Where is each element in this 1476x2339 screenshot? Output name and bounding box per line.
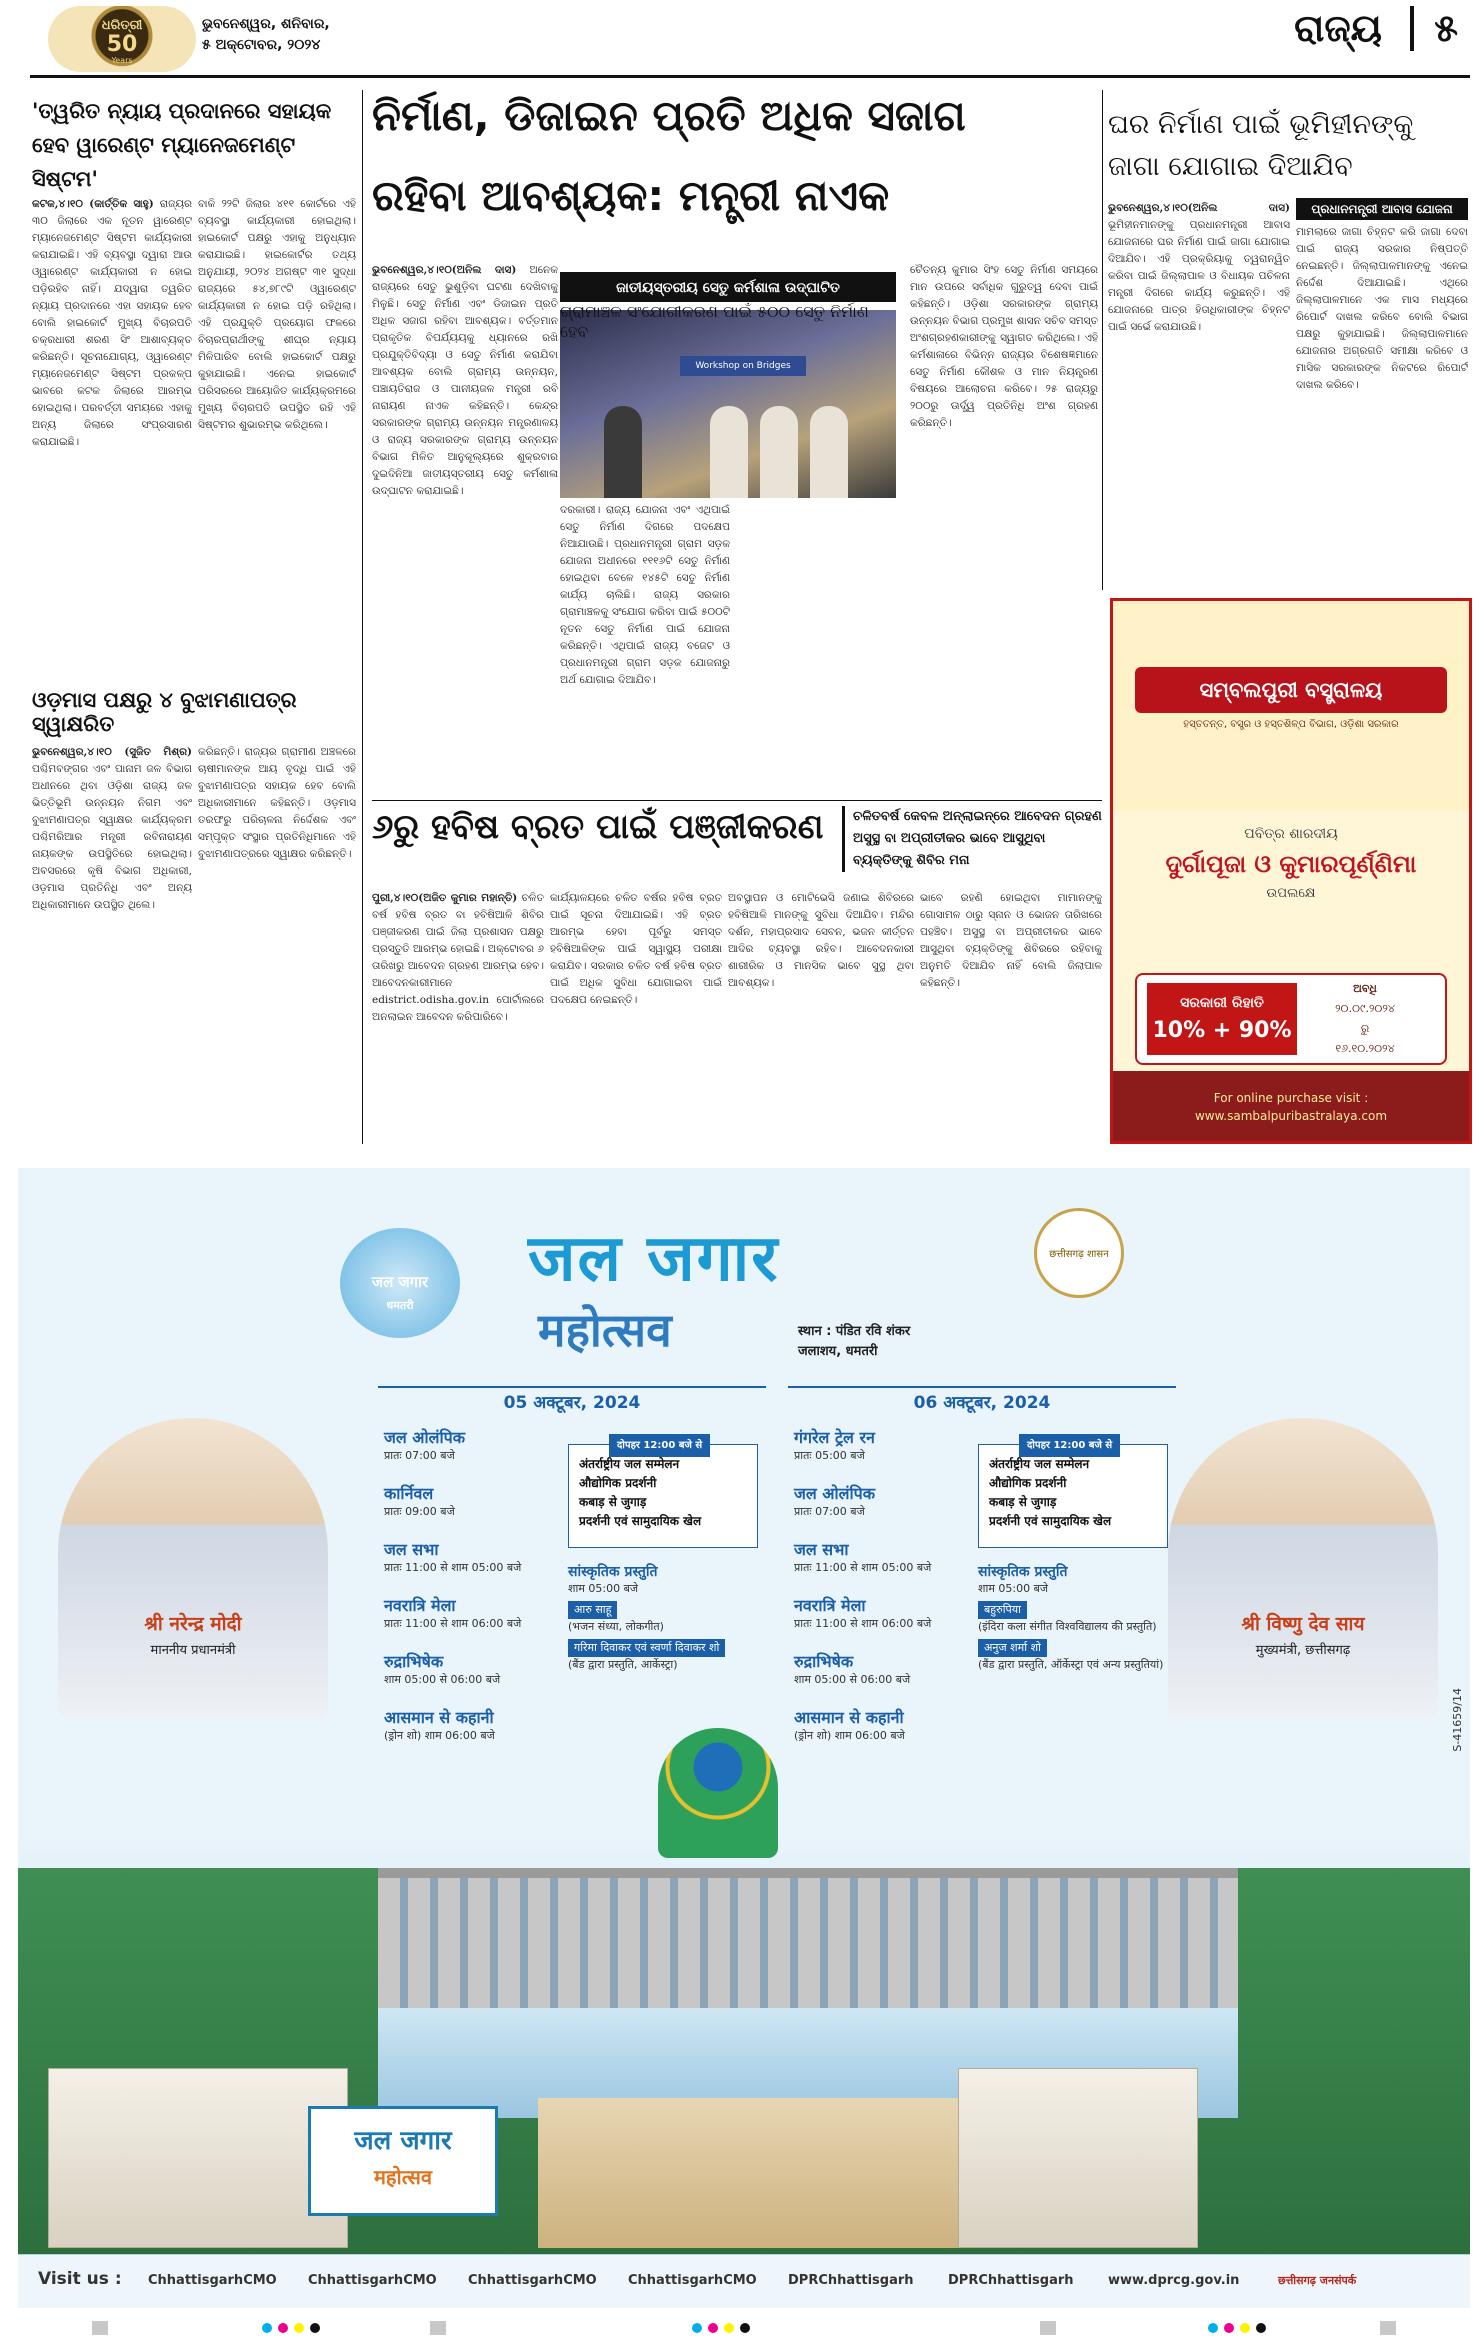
day2-event-name: आसमान से कहानी: [794, 1708, 904, 1727]
housing-kicker: ପ୍ରଧାନମନ୍ତ୍ରୀ ଆବାସ ଯୋଜନା: [1296, 198, 1468, 220]
dam-illustration: [378, 1868, 1238, 2008]
day1-event-time: प्रातः 11:00 से शाम 05:00 बजे: [384, 1561, 522, 1574]
day2-culture: [978, 1564, 1168, 1673]
ad-discount-value: 10% + 90%: [1152, 1018, 1292, 1043]
story-mou-column-2: [198, 744, 356, 1144]
story-left-body-2: ବାକି ୨୨ଟି ଜିଲାର ୪୧୧ କୋର୍ଟରେ ଏହି ବ୍ୟବସ୍ଥା କାର୍ଯ୍ୟକାରୀ ହୋଇଥିଲା। ହାଇକୋର୍ଟ ପକ୍ଷରୁ ଏହାକୁ ଅନୁଧ୍ୟାନ କରାଯାଇଛି। ହାଇକୋର୍ଟର ତଥ୍ୟ ଅନୁଯାୟୀ, ୨୦୨୪ ଅଗଷ୍ଟ ୩୧ ସୁଦ୍ଧା ରାଜ୍ୟରେ ୫୪,୭୮୯ଟି ଓ୍ୱାରେଣ୍ଟ କାର୍ଯ୍ୟକାରୀ ନ ହୋଇ ପଡ଼ି ରହିଥିଲା। ଏହି ପ୍ରଯୁକ୍ତି ପ୍ରୟୋଗ ଫଳରେ ବିଚାରପ୍ରାର୍ଥୀଙ୍କୁ ଶୀଘ୍ର ନ୍ୟାୟ ମିଳିପାରିବ ବୋଲି ହାଇକୋର୍ଟ ପକ୍ଷରୁ କୁହାଯାଇଛି। ଏନେଇ ହାଇକୋର୍ଟ ପରିସରରେ ଆୟୋଜିତ କାର୍ଯ୍ୟକ୍ରମରେ ମୁଖ୍ୟ ବିଚାରପତି ଉପସ୍ଥିତ ରହି ଏହି ସିଷ୍ଟମର ଶୁଭାରମ୍ଭ କରିଥିଲେ।: [198, 198, 356, 431]
dateline-line2: ୫ ଅକ୍ଟୋବର, ୨୦୨୪: [202, 37, 321, 53]
speaker-figure: [604, 406, 642, 498]
main-column-1: [372, 262, 558, 798]
day1-event: [384, 1706, 495, 1743]
website-link[interactable]: www.dprcg.gov.in: [1108, 2273, 1240, 2288]
workshop-photo: [560, 310, 896, 498]
day1-event: [384, 1426, 465, 1463]
main-headline-line1: ନିର୍ମାଣ, ଡିଜାଇନ ପ୍ରତି ଅଧିକ ସଜାଗ: [372, 91, 966, 140]
day1-conference-box: [568, 1440, 758, 1548]
ad-date-to: ୧୬.୧୦.୨୦୨୪: [1335, 1042, 1395, 1055]
instagram-link[interactable]: ChhattisgarhCMO: [468, 2273, 597, 2288]
guest-figure: [760, 406, 798, 498]
registration-dot: [310, 2323, 320, 2333]
left-title: माननीय प्रधानमंत्री: [150, 1643, 236, 1658]
main-byline: ଭୁବନେଶ୍ୱର,୪।୧୦(ଅନିଲ ଦାସ): [372, 264, 517, 276]
ad-brand-sub: ହସ୍ତତନ୍ତ, ବସ୍ତ୍ର ଓ ହସ୍ତଶିଳ୍ପ ବିଭାଗ, ଓଡ଼ିଶା ସରକାର: [1183, 719, 1399, 730]
registration-dot: [1224, 2323, 1234, 2333]
jal-title-line2: महोत्सव: [538, 1303, 672, 1357]
ad-period-label: ଅବଧି: [1353, 982, 1377, 995]
day1-event: [384, 1482, 455, 1519]
story-left-column-1: [32, 196, 192, 654]
ad-festival: [1153, 819, 1429, 939]
day1-culture: [568, 1564, 758, 1673]
day2-culture-title: सांस्कृतिक प्रस्तुति: [978, 1564, 1068, 1580]
day1-event-time: प्रातः 07:00 बजे: [384, 1449, 455, 1462]
guest-figure: [710, 406, 748, 498]
day2-event-time: प्रातः 11:00 से शाम 06:00 बजे: [794, 1617, 932, 1630]
right-portrait: [1168, 1418, 1438, 1718]
schedule-day2: [788, 1386, 1176, 1746]
story-left-column-2: [198, 196, 356, 654]
registration-dot: [692, 2323, 702, 2333]
day2-event: [794, 1482, 875, 1519]
day1-event-name: कार्निवल: [384, 1484, 434, 1503]
day1-event-name: आसमान से कहानी: [384, 1708, 494, 1727]
day1-event-name: जल सभा: [384, 1540, 439, 1559]
day2-culture-time: शाम 05:00 बजे: [978, 1582, 1049, 1595]
story-left-byline: କଟକ,୪।୧୦ (କାର୍ତ୍ତିକ ସାହୁ): [32, 198, 154, 210]
page-number: ୫: [1410, 6, 1458, 51]
ad-festival-sub: ଉପଲକ୍ଷେ: [1266, 886, 1316, 901]
festival-crowd-illustration: [538, 2098, 958, 2248]
ad-date-from: ୨୦.୦୯.୨୦୨୪: [1335, 1002, 1395, 1015]
main-column-3: [736, 502, 904, 798]
peacock-illustration: [658, 1728, 778, 1858]
main-body-1: ଅନେକ ରାଜ୍ୟରେ ସେତୁ ଭୁଶୁଡ଼ିବା ଘଟଣା ଦେଖିବାକୁ ମିଳୁଛି। ସେତୁ ନିର୍ମାଣ ଏବଂ ଡିଜାଇନ ପ୍ରତି ଅଧିକ ସଜାଗ ରହିବା ଆବଶ୍ୟକ। ବର୍ତ୍ତମାନ ପ୍ରାକୃତିକ ବିପର୍ଯ୍ୟୟକୁ ଧ୍ୟାନରେ ରଖି ପ୍ରଯୁକ୍ତିବିଦ୍ୟା ଓ ସେତୁ ନିର୍ମାଣ କରାଯିବା ଆବଶ୍ୟକ ବୋଲି ଗ୍ରାମ୍ୟ ଉନ୍ନୟନ, ପଞ୍ଚାୟତିରାଜ ଓ ପାନୀୟଜଳ ମନ୍ତ୍ରୀ ରବି ନାରାୟଣ ନାଏକ କହିଛନ୍ତି। କେନ୍ଦ୍ର ସରକାରଙ୍କ ଗ୍ରାମ୍ୟ ଉନ୍ନୟନ ମନ୍ତ୍ରଣାଳୟ ଓ ରାଜ୍ୟ ସରକାରଙ୍କ ଗ୍ରାମ୍ୟ ଉନ୍ନୟନ ବିଭାଗ ମିଳିତ ଆନୁକୂଲ୍ୟରେ ଶୁକ୍ରବାର ଦୁଇଦିନିଆ ଜାତୀୟସ୍ତରୀୟ ସେତୁ କର୍ମଶାଳା ଉଦ୍‌ଘାଟନ କରାଯାଇଛି।: [372, 264, 558, 497]
x-link[interactable]: ChhattisgarhCMO: [308, 2273, 437, 2288]
emblem-label: छत्तीसगढ़ शासन: [1049, 1249, 1109, 1260]
day2-event-name: रुद्राभिषेक: [794, 1652, 854, 1671]
sign-line2: महोत्सव: [373, 2165, 433, 2189]
day2-box-item: प्रदर्शनी एवं सामुदायिक खेल: [989, 1514, 1112, 1528]
dpr-facebook-link[interactable]: DPRChhattisgarh: [788, 2273, 914, 2288]
jal-title-line1: जल जगार: [528, 1222, 780, 1296]
registration-dot: [278, 2323, 288, 2333]
youtube-link[interactable]: ChhattisgarhCMO: [628, 2273, 757, 2288]
main-body-2: ଦରକାରୀ। ରାଜ୍ୟ ଯୋଜନା ଏବଂ ଏଥିପାଇଁ ସେତୁ ନିର୍ମାଣ ଦିଗରେ ପଦକ୍ଷେପ ନିଆଯାଉଛି। ପ୍ରଧାନମନ୍ତ୍ରୀ ଗ୍ରାମ ସଡ଼କ ଯୋଜନା ଅଧୀନରେ ୧୧୧୬ଟି ସେତୁ ନିର୍ମାଣ ହୋଇଥିବା ବେଳେ ୧୪୫ଟି ସେତୁ ନିର୍ମାଣ କାର୍ଯ୍ୟ ଚାଲିଛି। ରାଜ୍ୟ ସରକାର ଗ୍ରାମାଞ୍ଚଳକୁ ସଂଯୋଗ କରିବା ପାଇଁ ୫୦୦ଟି ନୂତନ ସେତୁ ନିର୍ମାଣ ପାଇଁ ଯୋଜନା କରିଛନ୍ତି। ଏଥିପାଇଁ ରାଜ୍ୟ ବଜେଟ ଓ ପ୍ରଧାନମନ୍ତ୍ରୀ ଗ୍ରାମ ସଡ଼କ ଯୋଜନାରୁ ଅର୍ଥ ଯୋଗାଇ ଦିଆଯିବ।: [560, 504, 730, 686]
day1-event-name: रुद्राभिषेक: [384, 1652, 444, 1671]
ad-discount-label: ସରକାରୀ ରିହାତି: [1180, 995, 1264, 1011]
jal-logo-sub: धमतरी: [386, 1299, 414, 1312]
sambalpuri-ad: [1110, 598, 1472, 1144]
day2-event-time: (ड्रोन शो) शाम 06:00 बजे: [794, 1729, 905, 1742]
footer-logo: छत्तीसगढ़ जनसंपर्क: [1278, 2274, 1357, 2287]
registration-dot: [294, 2323, 304, 2333]
havisha-column-1: [372, 890, 544, 1144]
day2-box-item: अंतर्राष्ट्रीय जल सम्मेलन: [989, 1457, 1090, 1471]
ad-discount: [1147, 983, 1297, 1055]
story-mou-body-1: ପଶ୍ଚିମବଙ୍ଗର ଏବଂ ପାନାମ ଜଳ ବିଭାଗ ଅଧୀନରେ ଥିବା ଓଡ଼ିଶା ରାଜ୍ୟ ଜଳ ଭିତ୍ତିଭୂମି ଉନ୍ନୟନ ନିଗମ ଏବଂ ବୁଝାମଣାପତ୍ର ସ୍ୱାକ୍ଷର କାର୍ଯ୍ୟକ୍ରମ ପଶ୍ଚିମରିଆର ମନ୍ତ୍ରୀ ରବିନାରାୟଣ ନାୟକଙ୍କ ଉପସ୍ଥିତିରେ ହୋଇଥିଲା। ଅବସରରେ କୃଷି ବିଭାଗ ଅଧିକାରୀ, ଓଡ଼ମାସ ପ୍ରତିନିଧି ଏବଂ ଅନ୍ୟ ଅଧିକାରୀମାନେ ଉପସ୍ଥିତ ଥିଲେ।: [32, 763, 192, 911]
registration-mark: [92, 2321, 108, 2335]
day2-event-time: प्रातः 11:00 से शाम 05:00 बजे: [794, 1561, 932, 1574]
ad-footer: [1113, 1071, 1469, 1141]
main-column-4: [910, 262, 1098, 798]
registration-dot: [262, 2323, 272, 2333]
column-divider: [1102, 90, 1103, 590]
day1-event: [384, 1538, 521, 1575]
stage-banner: Workshop on Bridges: [680, 356, 806, 376]
day1-event: [384, 1650, 500, 1687]
day1-event-time: (ड्रोन शो) शाम 06:00 बजे: [384, 1729, 495, 1742]
left-name: श्री नरेन्द्र मोदी: [144, 1613, 242, 1635]
section-divider: [372, 800, 1102, 801]
ad-purchase-url[interactable]: www.sambalpuribastralaya.com: [1194, 1109, 1388, 1123]
registration-mark: [430, 2321, 446, 2335]
day2-event-time: प्रातः 07:00 बजे: [794, 1505, 865, 1518]
havisha-bullet-1: ଚଳିତବର୍ଷ କେବଳ ଅନ୍‌ଲାଇନ୍‌ରେ ଆବେଦନ ଗ୍ରହଣ: [853, 809, 1102, 824]
ad-purchase-label: For online purchase visit :: [1213, 1091, 1369, 1105]
town-illustration: [48, 2068, 348, 2248]
town-illustration: [958, 2068, 1198, 2248]
day1-event-time: प्रातः 11:00 से शाम 06:00 बजे: [384, 1617, 522, 1630]
housing-body-2: ମାମଲାରେ ଜାଗା ଚିହ୍ନଟ କରି ଜାଗା ଦେବା ପାଇଁ ରାଜ୍ୟ ସରକାର ନିଷ୍ପତ୍ତି ନେଇଛନ୍ତି। ଜିଲ୍ଲାପାଳମାନଙ୍କୁ ଏନେଇ ନିର୍ଦ୍ଦେଶ ଦିଆଯାଇଛି। ଏଥିରେ ଜିଲ୍ଲାପାଳମାନେ ଏକ ମାସ ମଧ୍ୟରେ ରିପୋର୍ଟ ଦାଖଲ କରିବେ ବୋଲି ବିଭାଗ ପକ୍ଷରୁ କୁହାଯାଇଛି। ଜିଲ୍ଲାପାଳମାନେ ଯୋଜନାର ଅଗ୍ରଗତି ସମୀକ୍ଷା କରିବେ ଓ ମାସିକ ସରକାରଙ୍କ ନିକଟରେ ରିପୋର୍ଟ ଦାଖଲ କରିବେ।: [1296, 226, 1468, 391]
havisha-byline: ପୁରୀ,୪।୧୦(ଅଜିତ କୁମାର ମହାନ୍ତି): [372, 892, 518, 904]
jal-jagar-logo: [340, 1228, 460, 1338]
logo-years: 50: [106, 32, 138, 57]
facebook-link[interactable]: ChhattisgarhCMO: [148, 2273, 277, 2288]
day1-culture-time: शाम 05:00 बजे: [568, 1582, 639, 1595]
registration-dot: [724, 2323, 734, 2333]
visit-label: Visit us :: [38, 2269, 122, 2289]
day1-artist-2: गरिमा दिवाकर एवं स्वर्णा दिवाकर शो: [568, 1639, 725, 1657]
story-left-headline: 'ତ୍ୱରିତ ନ୍ୟାୟ ପ୍ରଦାନରେ ସହାୟକ ହେବ ୱାରେଣ୍ଟ ମ୍ୟାନେଜମେଣ୍ଟ ସିଷ୍ଟମ': [32, 99, 332, 191]
registration-mark: [1380, 2321, 1396, 2335]
day2-artist-1-note: (इंदिरा कला संगीत विश्वविद्यालय की प्रस्तुति): [978, 1620, 1157, 1633]
logo-name: ଧରିତ୍ରୀ: [101, 18, 143, 33]
registration-dot: [1256, 2323, 1266, 2333]
right-title: मुख्यमंत्री, छत्तीसगढ़: [1255, 1643, 1351, 1658]
schedule-day1: [378, 1386, 766, 1746]
day1-event-time: प्रातः 09:00 बजे: [384, 1505, 455, 1518]
jal-jagar-ad: [18, 1168, 1470, 2308]
jal-logo-text: जल जगार: [371, 1273, 429, 1291]
jal-venue-line2: जलाशय, धमतरी: [798, 1344, 878, 1359]
day1-box-item: कबाड़ से जुगाड़: [579, 1495, 647, 1509]
story-mou-byline: ଭୁବନେଶ୍ୱର,୪।୧୦ (ସୁଜିତ ମିଶ୍ର): [32, 746, 192, 758]
registration-dot: [708, 2323, 718, 2333]
housing-byline: ଭୁବନେଶ୍ୱର,୪।୧୦(ଅନିଲ ଦାସ): [1108, 202, 1290, 214]
ad-occasion: ପବିତ୍ର ଶାରଦୀୟ: [1244, 826, 1338, 842]
day2-date: 06 अक्टूबर, 2024: [788, 1386, 1176, 1416]
story-mou-column-1: [32, 744, 192, 1144]
day2-artist-1: बहुरुपिया: [978, 1601, 1027, 1619]
section-name: ରାଜ୍ୟ: [1294, 6, 1382, 50]
dateline-line1: ଭୁବନେଶ୍ୱର, ଶନିବାର,: [202, 16, 330, 32]
day2-event: [794, 1594, 931, 1631]
column-divider: [362, 90, 363, 1144]
havisha-bullet-2: ଅସୁସ୍ଥ ବା ଅପ୍ରୀତୀକର ଭାବେ ଆସୁଥିବା ବ୍ୟକ୍ତିଙ୍କୁ ଶିବିର ମନା: [853, 831, 1046, 868]
day2-event-name: गंगरेल ट्रेल रन: [794, 1428, 875, 1447]
day2-event-name: जल ओलंपिक: [794, 1484, 876, 1503]
day2-box-item: औद्योगिक प्रदर्शनी: [989, 1476, 1067, 1490]
day1-date: 05 अक्टूबर, 2024: [378, 1386, 766, 1416]
dpr-x-link[interactable]: DPRChhattisgarh: [948, 2273, 1074, 2288]
day2-artist-2: अनुज शर्मा शो: [978, 1639, 1047, 1657]
guest-figure: [810, 406, 848, 498]
day1-event-name: जल ओलंपिक: [384, 1428, 466, 1447]
day2-event: [794, 1538, 931, 1575]
housing-body-1: ଭୂମିହୀନମାନଙ୍କୁ ପ୍ରଧାନମନ୍ତ୍ରୀ ଆବାସ ଯୋଜନାରେ ଘର ନିର୍ମାଣ ପାଇଁ ଜାଗା ଯୋଗାଇ ଦିଆଯିବ। ଏହି ପ୍ରକ୍ରିୟାକୁ ତ୍ୱରାନ୍ୱିତ କରିବା ପାଇଁ ଜିଲ୍ଲାପାଳ ଓ ବିଧାୟକ ପଚିଳନା ମନ୍ତ୍ରୀ ଦିଗରେ କାର୍ଯ୍ୟ କରୁଛନ୍ତି। ଏହି ଯୋଜନାରେ ପାତ୍ର ହିତାଧିକାରୀଙ୍କ ଚିହ୍ନଟ ପାଇଁ ସର୍ଭେ କରାଯାଉଛି।: [1108, 219, 1290, 333]
havisha-body-2: କାର୍ଯ୍ୟାଳୟରେ ଚଳିତ ବର୍ଷର ହବିଷ ବ୍ରତ ପାଇଁ ସୂଚନା ଦିଆଯାଇଛି। ଏହି ବ୍ରତ ଆରମ୍ଭ ହେବା ପୂର୍ବରୁ ସମସ୍ତ ହବିଷିଆଳିଙ୍କ ପାଇଁ ସ୍ୱାସ୍ଥ୍ୟ ପରୀକ୍ଷା କରାଯିବ। ସରକାର ଚଳିତ ବର୍ଷ ହବିଷ ବ୍ରତ ପାଇଁ ଅଧିକ ସୁବିଧା ଯୋଗାଇବା ପାଇଁ ପଦକ୍ଷେପ ନେଇଛନ୍ତି।: [550, 892, 722, 1006]
jal-venue-line1: स्थान : पंडित रवि शंकर: [798, 1324, 911, 1339]
havisha-body-1: ଚଳିତ ବର୍ଷ ହବିଷ ବ୍ରତ ବା ହବିଷିଆଳି ଶିବିର ପଞ୍ଜୀକରଣ ପାଇଁ ଜିଲା ପ୍ରଶାସନ ପକ୍ଷରୁ ପ୍ରସ୍ତୁତି ଆରମ୍ଭ ହୋଇଛି। ଅକ୍ଟୋବର ୬ ତାରିଖରୁ ଆବେଦନ ଗ୍ରହଣ ଆରମ୍ଭ ହେବ। ଆବେଦନକାରୀମାନେ edistrict.odisha.gov.in ପୋର୍ଟାଲରେ ଅନଲାଇନ ଆବେଦନ କରିପାରିବେ।: [372, 892, 544, 1023]
day2-event-time: शाम 05:00 से 06:00 बजे: [794, 1673, 911, 1686]
housing-column-2: [1296, 224, 1468, 580]
day1-box-item: औद्योगिक प्रदर्शनी: [579, 1476, 657, 1490]
government-emblem: [1034, 1208, 1124, 1298]
ad-dates: [1295, 979, 1435, 1059]
day1-artist-1-note: (भजन संध्या, लोकगीत): [568, 1620, 664, 1633]
day1-artist-2-note: (बैंड द्वारा प्रस्तुति, आर्केस्ट्रा): [568, 1658, 678, 1671]
havisha-column-3: [728, 890, 914, 1144]
day1-event-name: नवरात्रि मेला: [384, 1596, 456, 1615]
day1-culture-title: सांस्कृतिक प्रस्तुति: [568, 1564, 658, 1580]
masthead: [30, 0, 1470, 78]
day2-conference-box: [978, 1440, 1168, 1548]
ad-discount-box: [1135, 973, 1447, 1065]
day2-event: [794, 1426, 875, 1463]
registration-mark: [1040, 2321, 1056, 2335]
day1-event-time: शाम 05:00 से 06:00 बजे: [384, 1673, 501, 1686]
havisha-column-2: [550, 890, 722, 1144]
havisha-column-4: [920, 890, 1102, 1144]
ad-code: S-41659/14: [1451, 1688, 1464, 1752]
day1-box-item: अंतर्राष्ट्रीय जल सम्मेलन: [579, 1457, 680, 1471]
day1-artist-1: आरु साहू: [568, 1601, 617, 1619]
day1-event: [384, 1594, 521, 1631]
dateline: [202, 14, 330, 56]
havisha-bullets: [842, 806, 1102, 872]
havisha-body-4: ଭାବେ ରହଣି ହୋଇଥିବା ମାମାନଙ୍କୁ ଗୋସାମଳ ଠାରୁ ସ୍ନାନ ଓ ଭୋଜନ ତାରିଖରେ ପହଞ୍ଚିବ। ଅସୁସ୍ଥ ବା ଅପ୍ରୀତୀକର ଭାବେ ଆସୁଥିବା ବ୍ୟକ୍ତିଙ୍କୁ ଶିବିରରେ ରହିବାକୁ ଅନୁମତି ଦିଆଯିବ ନାହିଁ ବୋଲି ଜିଲାପାଳ କହିଛନ୍ତି।: [920, 892, 1102, 989]
registration-dot: [1208, 2323, 1218, 2333]
right-name: श्री विष्णु देव साय: [1241, 1613, 1365, 1635]
jal-venue: [798, 1322, 910, 1362]
day2-event-name: नवरात्रि मेला: [794, 1596, 866, 1615]
housing-headline: ଘର ନିର୍ମାଣ ପାଇଁ ଭୂମିହୀନଙ୍କୁ ଜାଗା ଯୋଗାଇ ଦିଆଯିବ: [1108, 109, 1414, 182]
ad-date-sep: ରୁ: [1360, 1022, 1370, 1035]
story-mou-body-2: କରିଛନ୍ତି। ରାଜ୍ୟର ଗ୍ରାମୀଣ ଅଞ୍ଚଳରେ ଚାଷୀମାନଙ୍କ ଆୟ ବୃଦ୍ଧି ପାଇଁ ଏହି ବୁଝାମଣାପତ୍ର ସହାୟକ ହେବ ବୋଲି ଅଧିକାରୀମାନେ କହିଛନ୍ତି। ଓଡ଼ମାସ ତରଫରୁ ପରିଚାଳନା ନିର୍ଦ୍ଦେଶକ ଏବଂ ସମ୍ପୃକ୍ତ ସଂସ୍ଥାର ପ୍ରତିନିଧିମାନେ ଏହି ବୁଝାମଣାପତ୍ରରେ ସ୍ୱାକ୍ଷର କରିଛନ୍ତି।: [198, 746, 356, 860]
day1-box-tag: दोपहर 12:00 बजे से: [609, 1434, 710, 1457]
day2-artist-2-note: (बैंड द्वारा प्रस्तुति, ऑर्केस्ट्रा एवं अन्य प्रस्तुतियां): [978, 1658, 1164, 1671]
main-body-3: ଚୈତନ୍ୟ କୁମାର ସିଂହ ସେତୁ ନିର୍ମାଣ ସମୟରେ ମାନ ଉପରେ ସର୍ବାଧିକ ଗୁରୁତ୍ୱ ଦେବା ପାଇଁ କହିଛନ୍ତି। ଓଡ଼ିଶା ସରକାରଙ୍କ ଗ୍ରାମ୍ୟ ଉନ୍ନୟନ ବିଭାଗ ପ୍ରମୁଖ ଶାସନ ସଚିବ ସମସ୍ତ ଅଂଶଗ୍ରହଣକାରୀଙ୍କୁ ସ୍ୱାଗତ କରିଥିଲେ। ଏହି କର୍ମଶାଳାରେ ବିଭିନ୍ନ ରାଜ୍ୟର ବିଶେଷଜ୍ଞମାନେ ସେତୁ ନିର୍ମାଣ କୌଶଳ ଓ ମାନ ନିୟନ୍ତ୍ରଣ ବିଷୟରେ ଆଲୋଚନା କରିବେ। ୨୫ ରାଜ୍ୟରୁ ୨୦୦ରୁ ଊର୍ଦ୍ଧ୍ୱ ପ୍ରତିନିଧି ଅଂଶ ଗ୍ରହଣ କରିଛନ୍ତି।: [910, 264, 1098, 429]
jal-jagar-sign: [308, 2106, 498, 2216]
day2-box-item: कबाड़ से जुगाड़: [989, 1495, 1057, 1509]
day2-event-name: जल सभा: [794, 1540, 849, 1559]
story-left-body-1: ରାଜ୍ୟର ୩୦ ଜିଲାରେ ଏକ ନୂତନ ୱାରେଣ୍ଟ ମ୍ୟାନେଜମେଣ୍ଟ ସିଷ୍ଟମ କାର୍ଯ୍ୟକାରୀ କରାଯାଇଛି। ଏହି ବ୍ୟବସ୍ଥା ଦ୍ୱାରା ଆଉ ଓ୍ୱାରେଣ୍ଟ କାର୍ଯ୍ୟକାରୀ ନ ହୋଇ ପଡ଼ିରହିବ ନାହିଁ। ଯଦ୍ୱାରା ତ୍ୱରିତ ନ୍ୟାୟ ପ୍ରଦାନରେ ଏହା ସହାୟକ ହେବ ବୋଲି ହାଇକୋର୍ଟ ମୁଖ୍ୟ ବିଚାରପତି ଚକ୍ରଧାରୀ ଶରଣ ସିଂ ଆଶାବ୍ୟକ୍ତ କରିଛନ୍ତି। ସୂଚନାଯୋଗ୍ୟ, ଓ୍ୱାରେଣ୍ଟ ମ୍ୟାନେଜମେଣ୍ଟ ସିଷ୍ଟମ ପ୍ରକଳ୍ପ ଭାବରେ କଟକ ଜିଲାରେ ଆରମ୍ଭ ହୋଇଥିଲା। ପରବର୍ତ୍ତୀ ସମୟରେ ଏହାକୁ ଅନ୍ୟ ଜିଲାରେ ସଂପ୍ରସାରଣ କରାଯାଇଛି।: [32, 198, 192, 448]
day2-box-tag: दोपहर 12:00 बजे से: [1019, 1434, 1120, 1457]
left-portrait: [58, 1418, 328, 1718]
registration-dot: [1240, 2323, 1250, 2333]
day2-event: [794, 1706, 905, 1743]
sign-line1: जल जगार: [354, 2126, 452, 2156]
housing-column-1: [1108, 200, 1290, 580]
havisha-body-3: ଅବସ୍ଥାପନ ଓ ମୋଟିଭେସି ଜଣାଇ ଶିବିରରେ ହବିଷିଆଳି ମାନଙ୍କୁ ସୁବିଧା ଦିଆଯିବ। ମନ୍ଦିର ଦର୍ଶନ, ମହାପ୍ରସାଦ ସେବନ, ଭଜନ କୀର୍ତ୍ତନ ଆଦିର ବ୍ୟବସ୍ଥା ରହିବ। ଆବେଦନକାରୀ ଶାରୀରିକ ଓ ମାନସିକ ଭାବେ ସୁସ୍ଥ ଥିବା ଆବଶ୍ୟକ।: [728, 892, 914, 989]
registration-dot: [740, 2323, 750, 2333]
ad-festival-name: ଦୁର୍ଗାପୂଜା ଓ କୁମାରପୂର୍ଣ୍ଣିମା: [1165, 850, 1417, 878]
story-mou-headline: ଓଡ଼ମାସ ପକ୍ଷରୁ ୪ ବୁଝାମଣାପତ୍ର ସ୍ୱାକ୍ଷରିତ: [32, 688, 297, 737]
logo-years-label: Years: [111, 56, 133, 65]
day2-event-time: प्रातः 05:00 बजे: [794, 1449, 865, 1462]
day1-box-item: प्रदर्शनी एवं सामुदायिक खेल: [579, 1514, 702, 1528]
day2-event: [794, 1650, 910, 1687]
anniversary-logo: [48, 6, 196, 72]
main-column-2: [560, 502, 730, 798]
main-headline-line2: ରହିବା ଆବଶ୍ୟକ: ମନ୍ତ୍ରୀ ନାଏକ: [372, 171, 890, 220]
social-footer: [18, 2254, 1470, 2308]
photo-banner: ଜାତୀୟସ୍ତରୀୟ ସେତୁ କର୍ମଶାଳା ଉଦ୍‌ଘାଟିତ: [560, 272, 896, 302]
havisha-headline: ୬ରୁ ହବିଷ ବ୍ରତ ପାଇଁ ପଞ୍ଜୀକରଣ: [372, 807, 824, 847]
ad-brand: ସମ୍ବଲପୁରୀ ବସ୍ତ୍ରାଳୟ: [1135, 667, 1447, 713]
